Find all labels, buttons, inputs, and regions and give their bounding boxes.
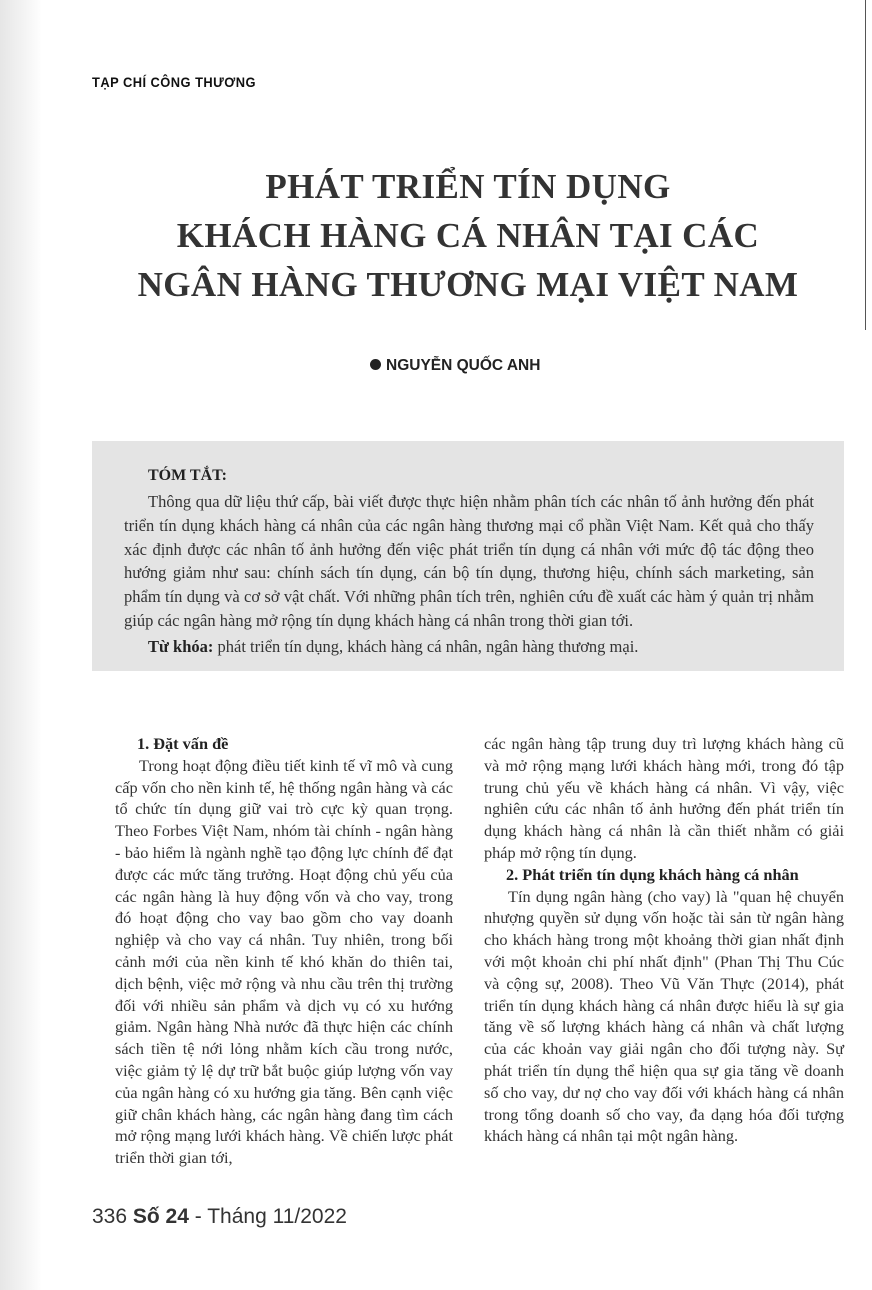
keywords	[148, 636, 808, 658]
section-1-heading: 1. Đặt vấn đề	[137, 734, 229, 753]
article-title	[80, 162, 856, 309]
abstract-heading: TÓM TẮT:	[148, 467, 227, 484]
section-2-heading: 2. Phát triển tín dụng khách hàng cá nhân	[506, 864, 799, 884]
keywords-label: Từ khóa:	[148, 637, 214, 656]
author-line	[370, 357, 540, 375]
column-right	[484, 733, 844, 1147]
page-footer	[92, 1205, 347, 1229]
section-2-paragraph: Tín dụng ngân hàng (cho vay) là "quan hệ chuyển nhượng quyền sử dụng vốn hoặc tài sản từ ngân hàng cho khách hàng trong một khoảng thời gian nhất định với một khoản chi phí nhất định" (Phan Thị Thu Cúc và cộng sự, 2008). Theo Vũ Văn Thực (2014), phát triển tín dụng khách hàng cá nhân được hiểu là sự gia tăng về số lượng khách hàng cá nhân và chất lượng của các khoản vay giải ngân cho đối tượng này. Sự phát triển tín dụng thể hiện qua sự gia tăng về doanh số cho vay, dư nợ cho vay đối với khách hàng cá nhân trong tổng doanh số cho vay, đa dạng hóa đối tượng khách hàng cá nhân tại một ngân hàng.	[484, 886, 844, 1146]
issue-date: - Tháng 11/2022	[188, 1205, 347, 1228]
issue-number: Số 24	[132, 1205, 189, 1228]
title-line-3: NGÂN HÀNG THƯƠNG MẠI VIỆT NAM	[137, 265, 799, 304]
title-line-2: KHÁCH HÀNG CÁ NHÂN TẠI CÁC	[176, 216, 760, 255]
journal-name: TẠP CHÍ CÔNG THƯƠNG	[92, 74, 256, 90]
scan-edge-right	[865, 0, 872, 330]
page-number: 336	[92, 1205, 128, 1228]
column-left	[115, 733, 453, 1169]
keywords-text: phát triển tín dụng, khách hàng cá nhân, ngân hàng thương mại.	[213, 637, 639, 656]
abstract-text: Thông qua dữ liệu thứ cấp, bài viết được thực hiện nhằm phân tích các nhân tố ảnh hưởng đến phát triển tín dụng khách hàng cá nhân của các ngân hàng thương mại cổ phần Việt Nam. Kết quả cho thấy xác định được các nhân tố ảnh hưởng đến việc phát triển tín dụng cá nhân với mức độ tác động theo hướng giảm như sau: chính sách tín dụng, cán bộ tín dụng, thương hiệu, chính sách marketing, sản phẩm tín dụng và cơ sở vật chất. Với những phân tích trên, nghiên cứu đề xuất các hàm ý quản trị nhằm giúp các ngân hàng mở rộng tín dụng khách hàng cá nhân trong thời gian tới.	[124, 492, 814, 630]
author-name: NGUYỄN QUỐC ANH	[386, 357, 541, 374]
section-1-paragraph: Trong hoạt động điều tiết kinh tế vĩ mô và cung cấp vốn cho nền kinh tế, hệ thống ngân hàng và các tổ chức tín dụng giữ vai trò cực kỳ quan trọng. Theo Forbes Việt Nam, nhóm tài chính - ngân hàng - bảo hiểm là ngành nghề tạo động lực chính để đạt được các mức tăng trưởng. Hoạt động chủ yếu của các ngân hàng là huy động vốn và cho vay, trong đó hoạt động cho vay bao gồm cho vay doanh nghiệp và cho vay cá nhân. Tuy nhiên, trong bối cảnh mới của nền kinh tế khó khăn do thiên tai, dịch bệnh, việc mở rộng và nhu cầu trên thị trường đối với nhiều sản phẩm và dịch vụ có xu hướng giảm. Ngân hàng Nhà nước đã thực hiện các chính sách tiền tệ nới lỏng nhằm kích cầu trong nước, việc giảm tỷ lệ dự trữ bắt buộc giúp lượng vốn vay của ngân hàng có xu hướng gia tăng. Bên cạnh việc giữ chân khách hàng, các ngân hàng đang tìm cách mở rộng mạng lưới khách hàng. Về chiến lược phát triển thời gian tới,	[115, 755, 453, 1168]
title-line-1: PHÁT TRIỂN TÍN DỤNG	[265, 167, 671, 206]
bullet-icon	[370, 359, 381, 370]
scan-shadow-left	[0, 0, 42, 1290]
section-1-paragraph-continued: các ngân hàng tập trung duy trì lượng khách hàng cũ và mở rộng mạng lưới khách hàng mới, trong đó tập trung chủ yếu về khách hàng cá nhân. Vì vậy, việc nghiên cứu các nhân tố ảnh hưởng đến phát triển tín dụng khách hàng cá nhân là cần thiết nhằm có giải pháp mở rộng tín dụng.	[484, 734, 844, 862]
